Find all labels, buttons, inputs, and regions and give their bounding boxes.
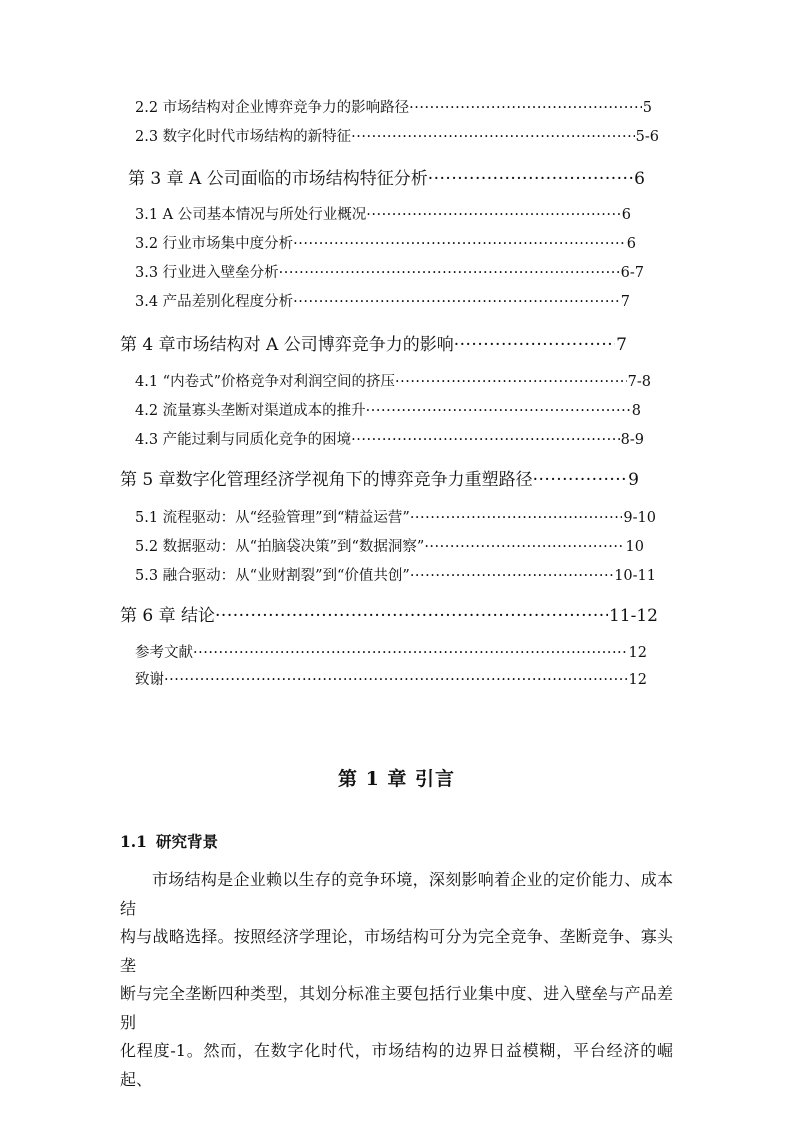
toc-entry-page: 8 [631,403,641,419]
toc-entry-label: 第 3 章 A 公司面临的市场结构特征分析 [128,169,428,189]
paragraph-line: 构与战略选择。按照经济学理论，市场结构可分为完全竞争、垄断竞争、寡头垄 [120,927,673,975]
toc-leader-dots [164,672,628,688]
toc-entry-label: 2.3 数字化时代市场结构的新特征 [135,129,352,145]
toc-entry-label: 参考文献 [135,645,193,661]
paragraph-line: 化程度-1。然而，在数字化时代，市场结构的边界日益模糊，平台经济的崛起、 [120,1041,673,1089]
toc-entry-label: 4.1 “内卷式”价格竞争对利润空间的挤压 [135,374,395,390]
toc-entry[interactable] [135,232,636,253]
toc-entry-page: 12 [628,645,647,661]
toc-entry[interactable] [135,535,644,556]
toc-entry-label: 第 5 章数字化管理经济学视角下的博弈竞争力重塑路径 [120,470,533,490]
toc-leader-dots [293,236,626,252]
toc-entry[interactable] [135,290,630,311]
toc-entry-label: 4.2 流量寡头垄断对渠道成本的推升 [135,403,366,419]
toc-entry-label: 3.1 A 公司基本情况与所处行业概况 [135,207,367,223]
toc-entry-page: 5-6 [635,129,659,145]
toc-leader-dots [193,645,628,661]
toc-leader-dots [454,335,615,355]
toc-leader-dots [410,568,613,584]
toc-entry[interactable] [135,399,641,420]
toc-entry-label: 5.2 数据驱动：从“拍脑袋决策”到“数据洞察” [135,539,425,555]
section-heading [120,830,218,852]
toc-chapter-entry[interactable] [120,465,639,490]
toc-entry-page: 6 [634,169,645,189]
chapter-heading: 第 1 章 引言 [337,768,456,790]
section-title: 研究背景 [156,832,219,851]
toc-entry[interactable] [135,203,631,224]
toc-entry[interactable] [135,428,644,449]
toc-entry-label: 致谢 [135,672,164,688]
toc-entry-label: 3.4 产品差别化程度分析 [135,294,294,310]
toc-entry-label: 第 4 章市场结构对 A 公司博弈竞争力的影响 [120,335,454,355]
toc-entry-page: 5 [642,100,652,116]
toc-chapter-entry[interactable] [120,601,658,626]
toc-entry-page: 7 [620,294,630,310]
toc-entry[interactable] [135,96,652,117]
toc-entry-page: 6 [621,207,631,223]
toc-entry-page: 9-10 [623,510,656,526]
section-number: 1.1 [120,832,147,851]
toc-entry-page: 6-7 [620,265,644,281]
toc-entry[interactable] [135,506,656,527]
toc-entry[interactable] [135,370,651,391]
toc-entry-page: 10-11 [614,568,656,584]
toc-leader-dots [410,510,623,526]
toc-entry-page: 6 [626,236,636,252]
toc-entry-page: 10 [625,539,644,555]
toc-entry-label: 第 6 章 结论 [120,606,216,626]
toc-entry-page: 7-8 [627,374,651,390]
toc-entry[interactable] [135,261,644,282]
toc-leader-dots [395,374,627,390]
toc-leader-dots [366,207,621,223]
toc-leader-dots [279,265,620,281]
toc-entry[interactable] [135,125,659,146]
toc-leader-dots [428,169,633,189]
paragraph-line: 市场结构是企业赖以生存的竞争环境，深刻影响着企业的定价能力、成本结 [120,870,673,918]
toc-entry[interactable] [135,668,647,689]
toc-entry-page: 9 [628,470,639,490]
toc-entry-page: 7 [616,335,627,355]
toc-entry-label: 4.3 产能过剩与同质化竞争的困境 [135,432,352,448]
toc-entry-label: 3.2 行业市场集中度分析 [135,236,294,252]
toc-leader-dots [366,403,631,419]
toc-entry-page: 11-12 [608,606,658,626]
toc-leader-dots [409,100,642,116]
toc-leader-dots [351,432,619,448]
toc-entry[interactable] [135,564,656,585]
toc-chapter-entry[interactable] [120,330,627,355]
toc-chapter-entry[interactable] [128,164,645,189]
toc-leader-dots [533,470,628,490]
toc-entry-label: 2.2 市场结构对企业博弈竞争力的影响路径 [135,100,410,116]
toc-entry-page: 12 [628,672,647,688]
paragraph-line: 断与完全垄断四种类型，其划分标准主要包括行业集中度、进入壁垒与产品差别 [120,984,673,1032]
toc-leader-dots [424,539,624,555]
toc-entry-page: 8-9 [620,432,644,448]
toc-entry[interactable] [135,641,647,662]
toc-entry-label: 3.3 行业进入壁垒分析 [135,265,279,281]
toc-leader-dots [351,129,634,145]
body-paragraph [120,866,673,1094]
toc-entry-label: 5.3 融合驱动：从“业财割裂”到“价值共创” [135,568,410,584]
toc-leader-dots [293,294,620,310]
toc-leader-dots [215,606,608,626]
toc-entry-label: 5.1 流程驱动：从“经验管理”到“精益运营” [135,510,410,526]
